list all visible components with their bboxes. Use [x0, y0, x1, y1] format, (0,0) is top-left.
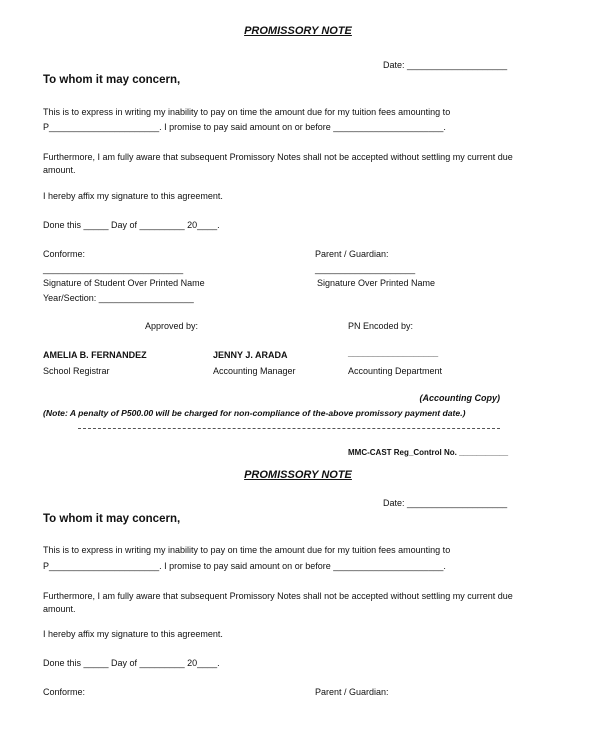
paragraph-2-line-1: Furthermore, I am fully aware that subsequent Promissory Notes shall not be accepted without settling my current due	[43, 591, 513, 601]
penalty-note: (Note: A penalty of P500.00 will be charged for non-compliance of the-above promissory payment date.)	[43, 408, 466, 418]
signatory-name: AMELIA B. FERNANDEZ	[43, 350, 147, 360]
paragraph-2-line-1: Furthermore, I am fully aware that subsequent Promissory Notes shall not be accepted without settling my current due	[43, 152, 513, 162]
pn-encoded-by-label: PN Encoded by:	[348, 321, 414, 331]
paragraph-1-line-1: This is to express in writing my inability to pay on time the amount due for my tuition fees amounting to	[43, 107, 451, 117]
paragraph-2-line-2: amount.	[43, 165, 76, 175]
conforme-label: Conforme:	[43, 687, 86, 697]
signatory-name-line: __________________	[348, 348, 439, 358]
signatory-role: Accounting Department	[348, 366, 443, 376]
parent-signature-line: ____________________	[315, 264, 416, 274]
approved-by-label: Approved by:	[145, 321, 199, 331]
conforme-label: Conforme:	[43, 249, 86, 259]
parent-guardian-label: Parent / Guardian:	[315, 687, 389, 697]
affix-statement: I hereby affix my signature to this agreement.	[43, 191, 223, 201]
greeting: To whom it may concern,	[43, 513, 181, 525]
signatory-name: JENNY J. ARADA	[213, 350, 288, 360]
affix-statement: I hereby affix my signature to this agreement.	[43, 629, 223, 639]
student-signature-line: ____________________________	[43, 264, 184, 274]
paragraph-2-line-2: amount.	[43, 604, 76, 614]
date-field: Date: ____________________	[383, 60, 508, 70]
cut-line-divider	[78, 428, 500, 429]
document-title: PROMISSORY NOTE	[244, 25, 352, 37]
signatory-role: School Registrar	[43, 366, 110, 376]
year-section-field: Year/Section: ___________________	[43, 293, 194, 303]
student-signature-label: Signature of Student Over Printed Name	[43, 278, 205, 288]
copy-label: (Accounting Copy)	[419, 393, 500, 403]
document-title: PROMISSORY NOTE	[244, 469, 352, 481]
done-date-line: Done this _____ Day of _________ 20____.	[43, 658, 220, 668]
signatory-role: Accounting Manager	[213, 366, 296, 376]
paragraph-1-line-2: P______________________. I promise to pay said amount on or before ______________________.	[43, 561, 446, 571]
parent-signature-label: Signature Over Printed Name	[317, 278, 436, 288]
greeting: To whom it may concern,	[43, 74, 181, 86]
done-date-line: Done this _____ Day of _________ 20____.	[43, 220, 220, 230]
paragraph-1-line-1: This is to express in writing my inability to pay on time the amount due for my tuition fees amounting to	[43, 545, 451, 555]
paragraph-1-line-2: P______________________. I promise to pay said amount on or before ______________________.	[43, 122, 446, 132]
date-field: Date: ____________________	[383, 498, 508, 508]
control-number-field: MMC-CAST Reg_Control No. ___________	[348, 448, 509, 457]
parent-guardian-label: Parent / Guardian:	[315, 249, 389, 259]
